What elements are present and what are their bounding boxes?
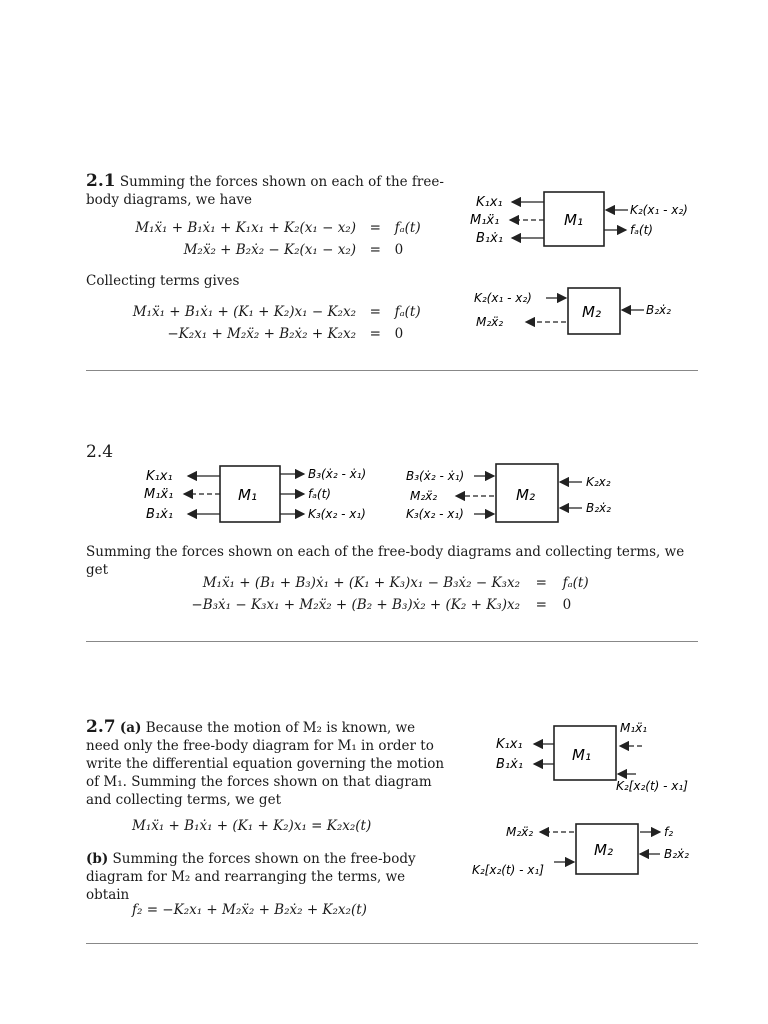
block-label: M₂ (594, 841, 613, 859)
problem-number: 2.4 (86, 442, 114, 462)
problem-text: Summing the forces shown on the free-body diagram for M₂ and rearranging the terms, we obtain (86, 851, 416, 903)
problem-number: 2.1 (86, 171, 116, 191)
equation-2-1-2: M₂ẍ₂ + B₂ẋ₂ − K₂(x₁ − x₂) = 0 (183, 242, 404, 258)
force-label: B₁ẋ₁ (496, 757, 524, 772)
force-label: K₂(x₁ - x₂) (474, 291, 532, 305)
equation-2-1-1: M₁ẍ₁ + B₁ẋ₁ + K₁x₁ + K₂(x₁ − x₂) = fₐ(t) (135, 220, 421, 236)
problem-2-1-intro (86, 172, 451, 209)
force-label: M₁ẍ₁ (620, 721, 648, 735)
equation-2-7-a: M₁ẍ₁ + B₁ẋ₁ + (K₁ + K₂)x₁ = K₂x₂(t) (132, 818, 372, 834)
force-label: f₂ (664, 825, 674, 839)
force-label: K₁x₁ (476, 195, 503, 210)
part-label: (a) (119, 720, 142, 736)
free-body-diagram-m2-2-7 (470, 818, 708, 884)
problem-text: Summing the forces shown on each of the free-body diagrams and collecting terms, we get (86, 544, 685, 578)
block-label: M₁ (564, 211, 583, 229)
free-body-diagrams-2-4 (140, 462, 700, 528)
equation-2-1-4: −K₂x₁ + M₂ẍ₂ + B₂ẋ₂ + K₂x₂ = 0 (167, 326, 404, 342)
force-label: B₁ẋ₁ (476, 231, 504, 246)
free-body-diagram-m2-2-1 (468, 280, 708, 340)
force-label: fₐ(t) (308, 487, 331, 501)
force-label: M₂ẍ₂ (506, 825, 534, 839)
force-label: K₂x₂ (586, 475, 611, 489)
equation-2-4-2: −B₃ẋ₁ − K₃x₁ + M₂ẍ₂ + (B₂ + B₃)ẋ₂ + (K₂ + K₃)x₂ = 0 (191, 597, 572, 613)
force-label: K₂[x₂(t) - x₁] (616, 779, 688, 793)
block-label: M₂ (582, 303, 601, 321)
force-label: K₂[x₂(t) - x₁] (472, 863, 544, 877)
force-label: M₁ẍ₁ (144, 487, 174, 502)
block-label: M₂ (516, 486, 535, 504)
force-label: K₁x₁ (146, 469, 173, 484)
force-label: M₂ẍ₂ (410, 489, 438, 503)
force-label: M₂ẍ₂ (476, 315, 504, 329)
collecting-text: Collecting terms gives (86, 273, 240, 289)
problem-text: Because the motion of M₂ is known, we need only the free-body diagram for M₁ in order to write the differential equation governing the motion of M₁. Summing the forces shown on that diagram and collecting terms, we get (86, 720, 445, 808)
force-label: K₃(x₂ - x₁) (406, 507, 464, 521)
problem-2-7-part-a (86, 718, 448, 809)
force-label: B₂ẋ₂ (664, 847, 689, 861)
block-label: M₁ (572, 746, 591, 764)
equation-2-7-b: f₂ = −K₂x₁ + M₂ẍ₂ + B₂ẋ₂ + K₂x₂(t) (132, 902, 367, 918)
force-label: fₐ(t) (630, 223, 653, 237)
free-body-diagram-m1-2-7 (486, 718, 708, 798)
equation-2-4-1: M₁ẍ₁ + (B₁ + B₃)ẋ₁ + (K₁ + K₃)x₁ − B₃ẋ₂ − K₃x₂ = fₐ(t) (202, 575, 589, 591)
force-label: B₂ẋ₂ (646, 303, 671, 317)
section-divider (86, 943, 698, 944)
block-label: M₁ (238, 486, 257, 504)
force-label: B₂ẋ₂ (586, 501, 611, 515)
force-label: K₁x₁ (496, 737, 523, 752)
problem-2-7-part-b (86, 850, 448, 904)
free-body-diagram-m1-2-1 (468, 184, 708, 254)
force-label: B₃(ẋ₂ - ẋ₁) (308, 467, 367, 481)
equation-2-1-3: M₁ẍ₁ + B₁ẋ₁ + (K₁ + K₂)x₁ − K₂x₂ = fₐ(t) (132, 304, 421, 320)
part-label: (b) (86, 851, 109, 867)
problem-text: Summing the forces shown on each of the free-body diagrams, we have (86, 174, 444, 208)
force-label: K₂(x₁ - x₂) (630, 203, 688, 217)
force-label: B₁ẋ₁ (146, 507, 174, 522)
force-label: B₃(ẋ₂ - ẋ₁) (406, 469, 465, 483)
force-label: M₁ẍ₁ (470, 213, 500, 228)
problem-number: 2.7 (86, 717, 116, 737)
section-divider (86, 370, 698, 371)
force-label: K₃(x₂ - x₁) (308, 507, 366, 521)
section-divider (86, 641, 698, 642)
